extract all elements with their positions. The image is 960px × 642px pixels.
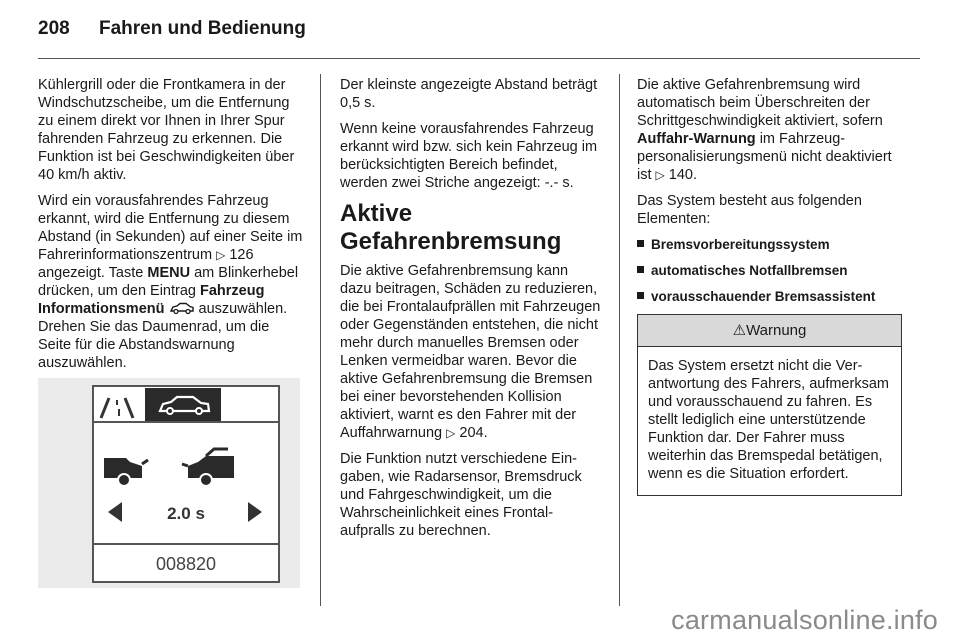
column-1 xyxy=(38,76,306,380)
list-item: automatisches Notfallbremsen xyxy=(637,262,902,280)
paragraph: Der kleinste angezeigte Abstand beträgt 0,5 s. xyxy=(340,77,598,111)
distance-value: 2.0 s xyxy=(167,504,205,523)
warning-text: Das System ersetzt nicht die Verantwortung des Fahrers, aufmerksam und vorausschauend zu fahren. Es stellt lediglich eine unterstützende Funktion dar. Der Fahrer muss weiterhin das Bremspedal betätigen, wenn es die Situation erfordert. xyxy=(648,358,889,482)
bullet-icon xyxy=(637,266,644,273)
page-ref[interactable]: 204. xyxy=(455,425,488,441)
watermark: carmanualsonline.info xyxy=(671,605,938,635)
column-2 xyxy=(340,76,602,548)
warning-box xyxy=(637,314,902,496)
display-illustration xyxy=(38,378,300,588)
page-ref[interactable]: 126 angezeigt. Taste xyxy=(38,247,254,281)
column-divider xyxy=(619,74,620,606)
page-ref-arrow-icon: ▷ xyxy=(655,168,665,182)
warning-header xyxy=(638,315,901,347)
element-list xyxy=(637,236,902,306)
paragraph: Die aktive Gefahrenbremsung kann dazu beitragen, Schäden zu reduzieren, die bei Frontalaufprällen mit Fahrzeugen oder Gegenständen entstehen, die nicht mehr durch manuelles Bremsen oder Lenken vermeidbar waren. Bevor die aktive Gefahrenbremsung die Bremsen bei einer bevorstehenden Kollision aktiviert, warnt es den Fahrer mit der Auffahrwarnung ▷ 204. xyxy=(340,263,601,441)
paragraph: Das System besteht aus folgenden Elementen: xyxy=(637,193,862,227)
paragraph: Die aktive Gefahrenbremsung wird automatisch beim Überschreiten der Schrittgeschwindigkeit aktiviert, sofern Auffahr-Warnung im Fahrzeugpersonalisierungsmenü nicht deaktiviert ist ▷ 140. xyxy=(637,77,892,183)
dashboard-display-figure xyxy=(38,378,300,588)
header-rule xyxy=(38,58,920,59)
page-header xyxy=(38,18,306,40)
car-icon xyxy=(169,302,195,315)
warning-icon: ⚠ xyxy=(732,322,747,339)
bullet-icon xyxy=(637,240,644,247)
menu-key: MENU xyxy=(147,265,191,281)
page-ref-arrow-icon: ▷ xyxy=(446,426,456,440)
menu-entry: Fahrzeug Informationsmenü xyxy=(38,283,265,317)
column-divider xyxy=(320,74,321,606)
paragraph: Wenn keine vorausfahrendes Fahrzeug erkannt wird bzw. sich kein Fahrzeug im berücksichtigten Bereich befindet, werden zwei Striche angezeigt: -.- s. xyxy=(340,121,598,191)
page-number: 208 xyxy=(38,18,70,39)
page-ref-arrow-icon: ▷ xyxy=(216,248,226,262)
page-ref[interactable]: 140. xyxy=(664,167,698,183)
bullet-icon xyxy=(637,292,644,299)
section-title: Fahren und Bedienung xyxy=(98,18,306,39)
odometer-value: 008820 xyxy=(155,554,217,574)
section-heading: Aktive Gefahrenbremsung xyxy=(340,200,562,255)
warning-title: Warnung xyxy=(746,322,807,339)
paragraph: Wird ein vorausfahrendes Fahrzeug erkannt, wird die Entfernung zu diesem Abstand (in Sekunden) auf einer Seite im Fahrerinformationszentrum ▷ 126 angezeigt. Taste MENU am Blinkerhebel drücken, um den Eintrag Fahrzeug Informationsmenü auszuwählen. Drehen Sie das Daumenrad, um die Seite für die Abstandswarnung auszuwählen. xyxy=(38,193,303,371)
column-3 xyxy=(637,76,902,496)
paragraph: Die Funktion nutzt verschiedene Eingaben, wie Radarsensor, Bremsdruck und Fahrgeschwindigkeit, um die Wahrscheinlichkeit eines Frontalaufpralls zu berechnen. xyxy=(340,451,582,539)
setting-name: Auffahr-Warnung xyxy=(637,131,756,147)
paragraph: Kühlergrill oder die Frontkamera in der Windschutzscheibe, um die Entfernung zu einem direkt vor Ihnen in Ihrer Spur fahrenden Fahrzeug zu erkennen. Die Funktion ist bei Geschwindigkeiten über 40 km/h aktiv. xyxy=(38,77,295,183)
list-item: Bremsvorbereitungssystem xyxy=(637,236,902,254)
list-item: vorausschauender Bremsassistent xyxy=(637,288,902,306)
